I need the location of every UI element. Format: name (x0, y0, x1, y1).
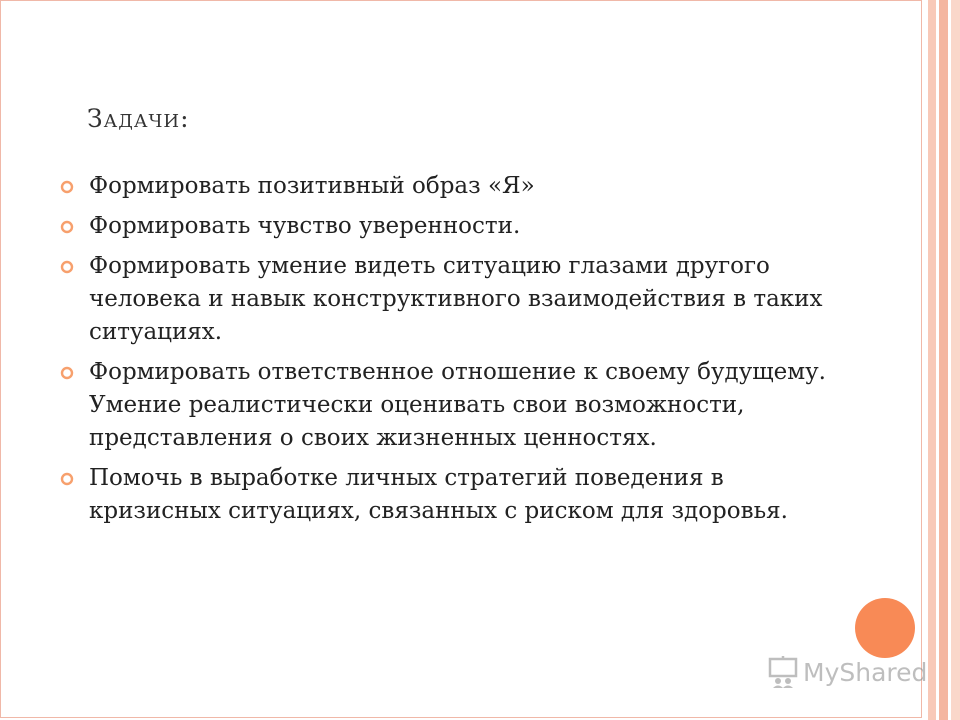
bullet-text: Помочь в выработке личных стратегий поведения в кризисных ситуациях, связанных с риском для здоровья. (89, 465, 788, 524)
bullet-text: Формировать чувство уверенности. (89, 213, 521, 239)
decorative-stripes (922, 0, 960, 720)
circle-bullet-icon (60, 366, 74, 380)
circle-bullet-icon (60, 180, 74, 194)
circle-bullet-icon (60, 220, 74, 234)
presentation-icon (768, 656, 798, 688)
bullet-item (60, 170, 830, 203)
bullet-list (60, 170, 830, 535)
myshared-logo[interactable] (768, 655, 927, 689)
slide-title: Задачи: (87, 104, 190, 133)
bullet-text: Формировать ответственное отношение к своему будущему. Умение реалистически оценивать свои возможности, представления о своих жизненных ценностях. (89, 359, 826, 451)
decorative-orange-circle (855, 598, 915, 658)
bullet-item (60, 210, 830, 243)
circle-bullet-icon (60, 260, 74, 274)
bullet-item (60, 250, 830, 349)
bullet-text: Формировать позитивный образ «Я» (89, 173, 535, 199)
bullet-item (60, 356, 830, 455)
logo-text: MyShared (803, 657, 928, 687)
circle-bullet-icon (60, 472, 74, 486)
bullet-item (60, 462, 830, 528)
bullet-text: Формировать умение видеть ситуацию глазами другого человека и навык конструктивного взаимодействия в таких ситуациях. (89, 253, 823, 345)
